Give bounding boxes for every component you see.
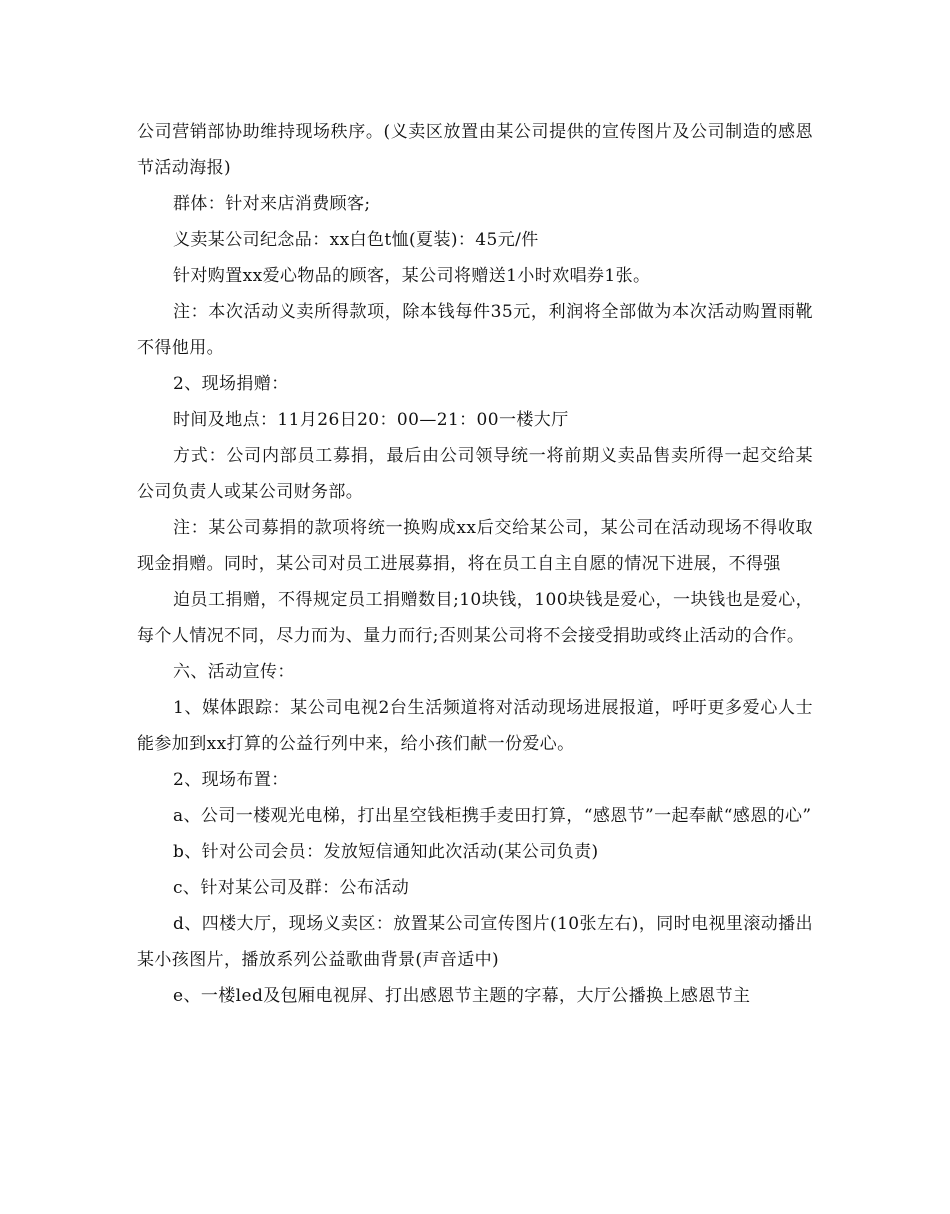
paragraph-3: 义卖某公司纪念品：xx白色t恤(夏装)：45元/件 (173, 230, 539, 250)
paragraph-4: 针对购置xx爱心物品的顾客，某公司将赠送1小时欢唱券1张。 (173, 266, 651, 286)
paragraph-9: 注：某公司募捐的款项将统一换购成xx后交给某公司，某公司在活动现场不得收取现金捐赠。同时，某公司对员工进展募捐，将在员工自主自愿的情况下进展，不得强 (137, 518, 813, 574)
paragraph-1: 公司营销部协助维持现场秩序。(义卖区放置由某公司提供的宣传图片及公司制造的感恩节活动海报) (137, 122, 813, 178)
paragraph-8: 方式：公司内部员工募捐，最后由公司领导统一将前期义卖品售卖所得一起交给某公司负责人或某公司财务部。 (137, 446, 813, 502)
paragraph-14: a、公司一楼观光电梯，打出星空钱柜携手麦田打算，“感恩节”一起奉献“感恩的心” (173, 806, 812, 826)
paragraph-2: 群体：针对来店消费顾客; (173, 194, 371, 214)
paragraph-11: 六、活动宣传： (173, 662, 295, 682)
paragraph-5: 注：本次活动义卖所得款项，除本钱每件35元，利润将全部做为本次活动购置雨靴不得他用。 (137, 302, 813, 358)
paragraph-7: 时间及地点：11月26日20：00—21：00一楼大厅 (173, 410, 569, 430)
paragraph-15: b、针对公司会员：发放短信通知此次活动(某公司负责) (173, 842, 599, 862)
paragraph-13: 2、现场布置： (173, 770, 289, 790)
paragraph-6: 2、现场捐赠： (173, 374, 289, 394)
paragraph-12: 1、媒体跟踪：某公司电视2台生活频道将对活动现场进展报道，呼吁更多爱心人士能参加到xx打算的公益行列中来，给小孩们献一份爱心。 (137, 698, 813, 754)
paragraph-17: d、四楼大厅，现场义卖区：放置某公司宣传图片(10张左右)，同时电视里滚动播出某小孩图片，播放系列公益歌曲背景(声音适中) (137, 914, 813, 970)
paragraph-10: 迫员工捐赠，不得规定员工捐赠数目;10块钱，100块钱是爱心，一块钱也是爱心，每个人情况不同，尽力而为、量力而行;否则某公司将不会接受捐助或终止活动的合作。 (137, 590, 813, 646)
paragraph-18: e、一楼led及包厢电视屏、打出感恩节主题的字幕，大厅公播换上感恩节主 (173, 986, 751, 1006)
document-body (137, 114, 813, 1014)
paragraph-16: c、针对某公司及群：公布活动 (173, 878, 410, 898)
